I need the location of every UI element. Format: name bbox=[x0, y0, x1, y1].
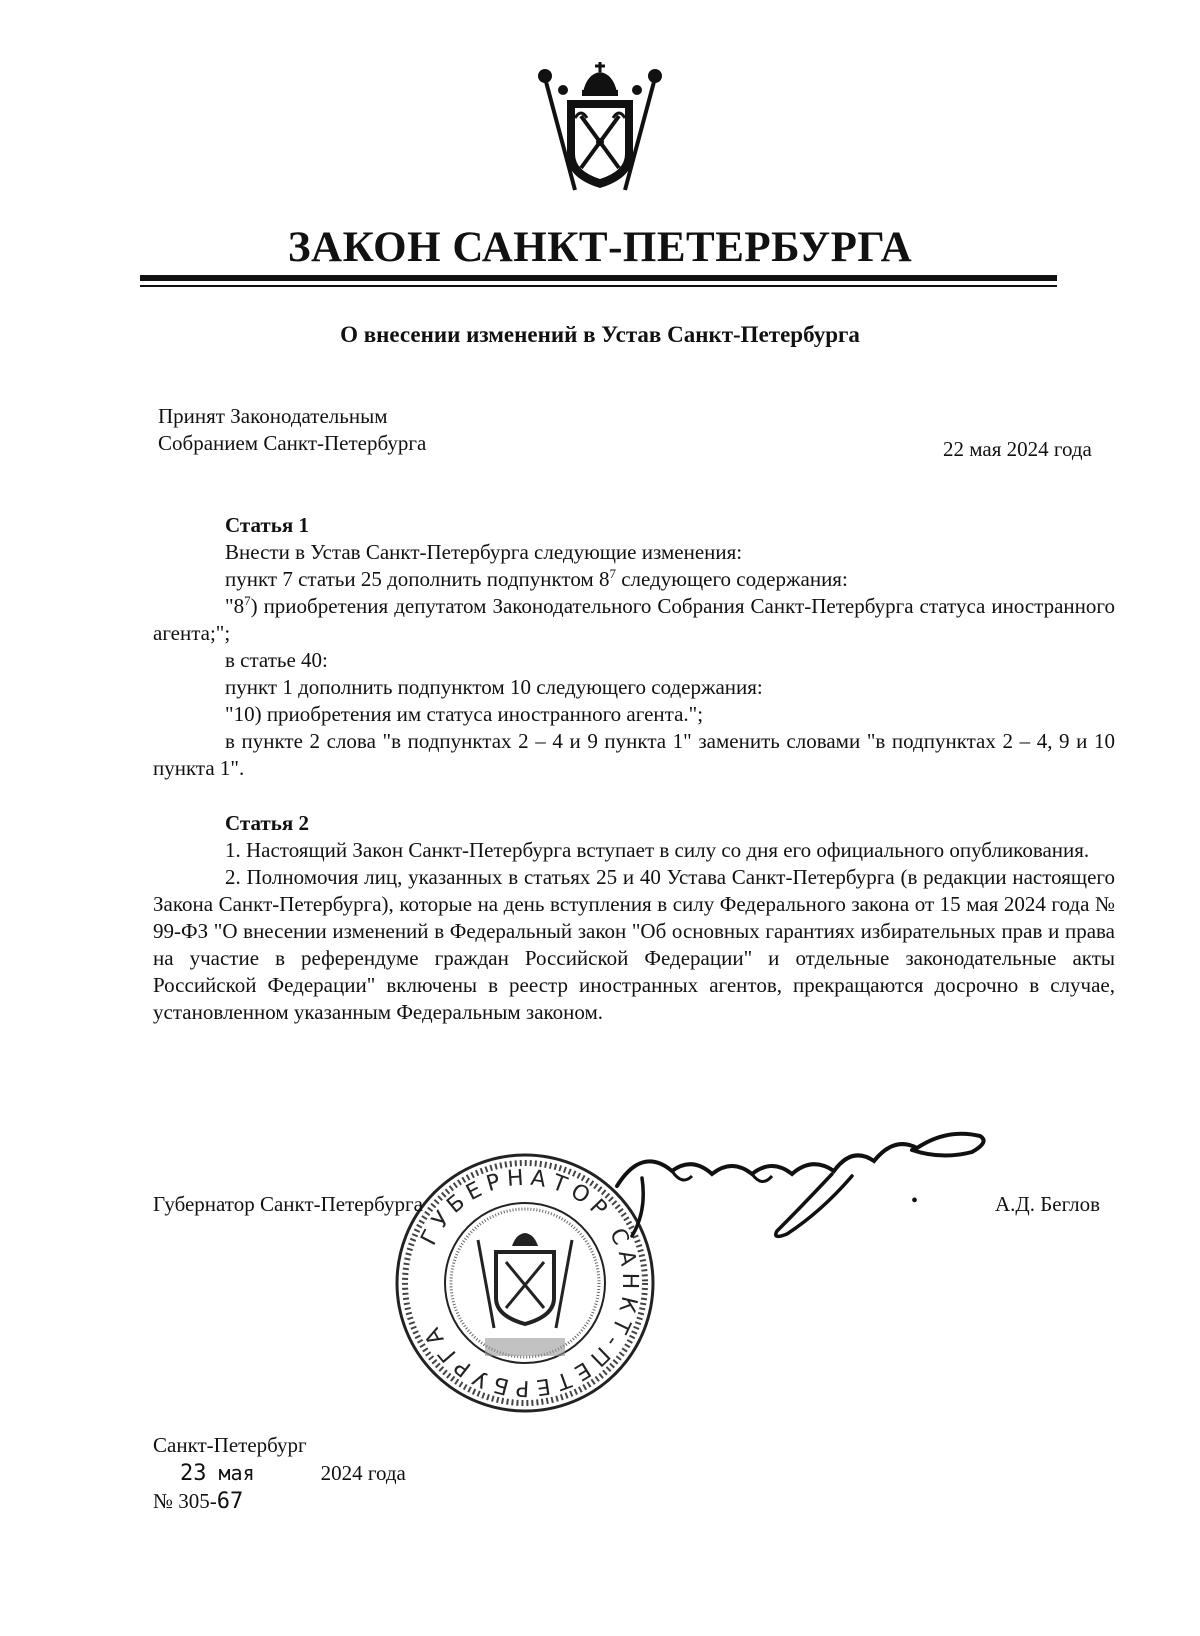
signature-icon bbox=[612, 1116, 992, 1251]
law-number-prefix: № 305- bbox=[153, 1489, 217, 1513]
issue-month: мая bbox=[218, 1461, 255, 1485]
signature-dot-mark: • bbox=[911, 1190, 919, 1212]
governor-name: А.Д. Беглов bbox=[995, 1192, 1101, 1216]
article-1-paragraph: пункт 1 дополнить подпунктом 10 следующего содержания: bbox=[225, 675, 763, 699]
article-1-paragraph: Внести в Устав Санкт-Петербурга следующие изменения: bbox=[225, 540, 743, 564]
svg-text:ГУБЕРНАТОР САНКТ-ПЕТЕРБУРГА: ГУБЕРНАТОР САНКТ-ПЕТЕРБУРГА bbox=[416, 1165, 643, 1401]
law-subject: О внесении изменений в Устав Санкт-Петербурга bbox=[340, 322, 860, 347]
adoption-date: 22 мая 2024 года bbox=[943, 437, 1092, 461]
article-1-paragraph: пункт 7 статьи 25 дополнить подпунктом $8^7$ следующего содержания: bbox=[225, 566, 848, 591]
issue-date bbox=[180, 1460, 406, 1487]
title-rule-thick bbox=[140, 275, 1057, 281]
article-1-paragraph: в статье 40: bbox=[225, 648, 328, 672]
law-title: ЗАКОН САНКТ-ПЕТЕРБУРГА bbox=[287, 224, 913, 271]
title-rule-thin bbox=[140, 285, 1057, 287]
coat-of-arms-icon bbox=[535, 60, 665, 200]
adopted-by-line-2: Собранием Санкт-Петербурга bbox=[158, 431, 427, 455]
article-1-paragraph: "10) приобретения им статуса иностранного агента."; bbox=[225, 702, 704, 726]
adopted-by-line-1: Принят Законодательным bbox=[158, 404, 388, 428]
article-2-paragraph: 2. Полномочия лиц, указанных в статьях 25 и 40 Устава Санкт-Петербурга (в редакции настоящего Закона Санкт-Петербурга), которые на день вступления в силу Федерального закона от 15 мая 2024 года № 99-ФЗ "О внесении изменений в Федеральный закон "Об основных гарантиях избирательных прав и права на участие в референдуме граждан Российской Федерации" и отдельные законодательные акты Российской Федерации" включены в реестр иностранных агентов, прекращаются досрочно в случае, установленном указанным Федеральным законом. bbox=[153, 865, 1115, 1024]
article-2-heading: Статья 2 bbox=[225, 811, 309, 835]
article-1-paragraph: "$8^7$) приобретения депутатом Законодательного Собрания Санкт-Петербурга статуса иностранного агента;"; bbox=[153, 593, 1115, 645]
article-1-heading: Статья 1 bbox=[225, 513, 309, 537]
governor-position: Губернатор Санкт-Петербурга bbox=[153, 1192, 423, 1216]
issue-day: 23 bbox=[180, 1461, 207, 1486]
issue-city: Санкт-Петербург bbox=[153, 1433, 307, 1457]
law-number bbox=[153, 1488, 243, 1515]
article-1-paragraph: в пункте 2 слова "в подпунктах 2 – 4 и 9 пункта 1" заменить словами "в подпунктах 2 – 4, 9 и 10 пункта 1". bbox=[153, 729, 1115, 780]
article-2-paragraph: 1. Настоящий Закон Санкт-Петербурга вступает в силу со дня его официального опубликования. bbox=[225, 838, 1090, 862]
issue-year: 2024 года bbox=[320, 1461, 406, 1485]
article-2 bbox=[153, 810, 1115, 1026]
article-1 bbox=[153, 512, 1115, 782]
law-number-value: 67 bbox=[216, 1489, 244, 1514]
